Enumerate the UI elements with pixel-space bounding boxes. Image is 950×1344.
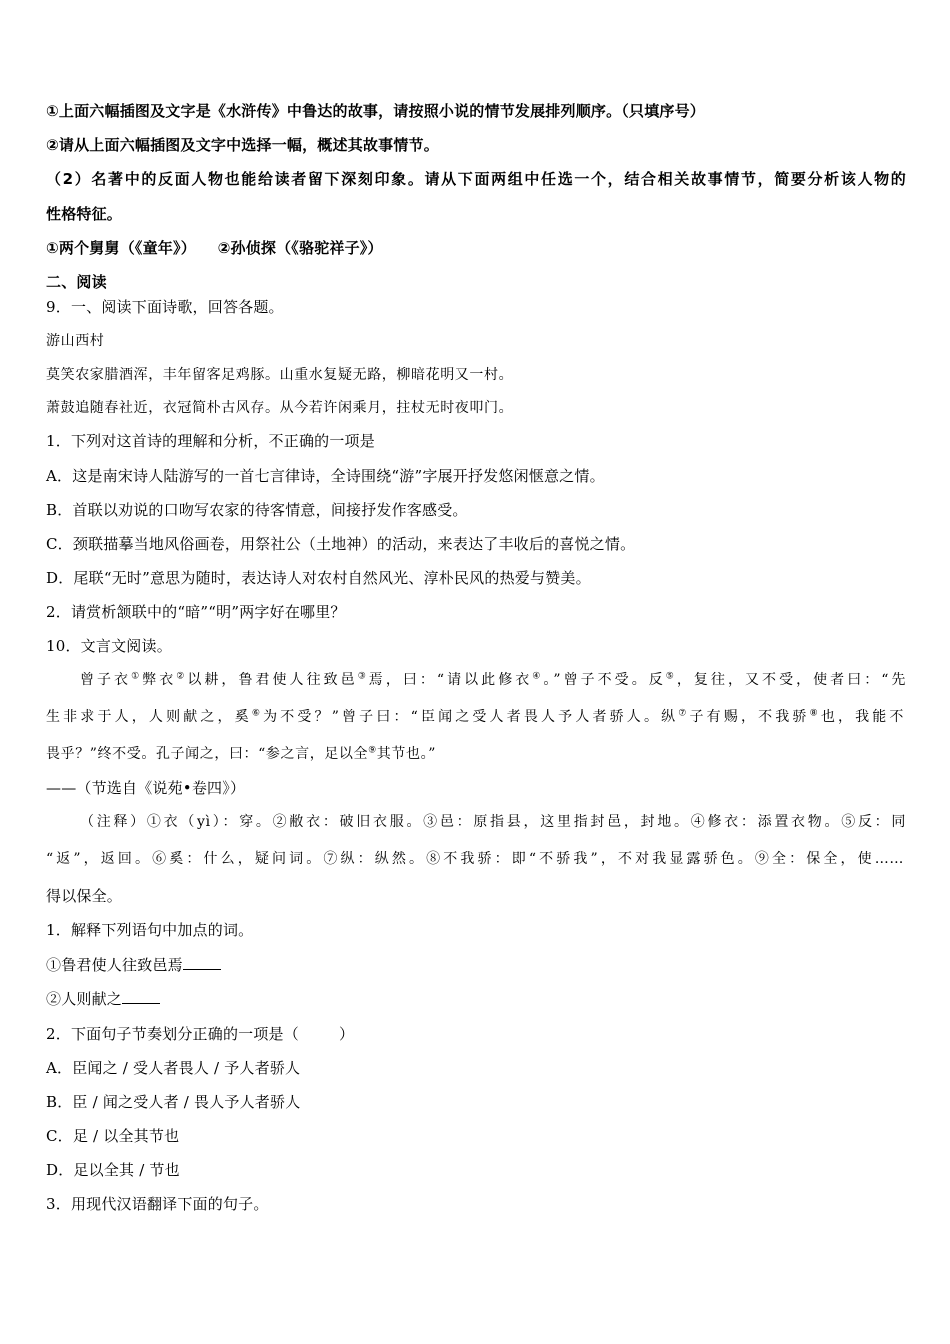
answer-blank-2[interactable] [122,989,160,1004]
q10-sub3: 3．用现代汉语翻译下面的句子。 [46,1195,269,1213]
q9-intro: 9．一、阅读下面诗歌，回答各题。 [46,298,284,316]
q10-sub2: 2．下面句子节奏划分正确的一项是（ ） [46,1025,355,1043]
q9-sub2: 2．请赏析颔联中的“暗”“明”两字好在哪里？ [46,603,346,621]
answer-blank-1[interactable] [183,955,221,970]
q10-sub1-item2: ②人则献之 [46,989,908,1009]
q8-part2-question-line1: （2）名著中的反面人物也能给读者留下深刻印象。请从下面两组中任选一个，结合相关故事情节，简要分析该人物的 [46,170,906,188]
annotation-line-3: 得以保全。 [46,887,123,905]
q8-part1-order-question: ①上面六幅插图及文字是《水浒传》中鲁达的故事，请按照小说的情节发展排列顺序。（只填序号） [46,102,706,120]
poem-line-1: 莫笑农家腊酒浑，丰年留客足鸡豚。山重水复疑无路，柳暗花明又一村。 [46,367,514,383]
annotation-line-1: （注释）①衣（yì）：穿。②敝衣：破旧衣服。③邑：原指县，这里指封邑，封地。④修衣：添置衣物。⑤反：同 [80,814,906,830]
q10-option-c: C．足 / 以全其节也 [46,1127,180,1145]
q9-option-c: C．颈联描摹当地风俗画卷，用祭社公（土地神）的活动，来表达了丰收后的喜悦之情。 [46,535,636,553]
q8-part2-question-line2: 性格特征。 [46,205,123,223]
passage-line-3: 畏乎？”终不受。孔子闻之，曰：“参之言，足以全⑨其节也。” [46,745,436,762]
poem-line-2: 萧鼓追随春社近，衣冠简朴古风存。从今若许闲乘月，拄杖无时夜叩门。 [46,400,514,416]
q10-option-a: A．臣闻之 / 受人者畏人 / 予人者骄人 [46,1059,301,1077]
q10-intro: 10．文言文阅读。 [46,637,172,655]
annotation-line-2: “返”，返回。⑥奚：什么，疑问词。⑦纵：纵然。⑧不我骄：即“不骄我”，不对我显露骄色。⑨全：保全，使…… [46,851,904,867]
section-title-reading: 二、阅读 [46,273,107,291]
q9-option-a: A．这是南宋诗人陆游写的一首七言律诗，全诗围绕“游”字展开抒发悠闲惬意之情。 [46,467,605,485]
q8-part2-options: ①两个舅舅（《童年》） ②孙侦探（《骆驼祥子》） [46,239,383,257]
q8-part1-summary-question: ②请从上面六幅插图及文字中选择一幅，概述其故事情节。 [46,136,439,154]
passage-line-2: 生非求于人，人则献之，奚⑥为不受？”曾子曰：“臣闻之受人者畏人予人者骄人。纵⑦子有赐，不我骄⑧也，我能不 [46,708,905,725]
q10-option-b: B．臣 / 闻之受人者 / 畏人予人者骄人 [46,1093,301,1111]
q9-option-d: D．尾联“无时”意思为随时，表达诗人对农村自然风光、淳朴民风的热爱与赞美。 [46,569,591,587]
q9-option-b: B．首联以劝说的口吻写农家的待客情意，间接抒发作客感受。 [46,501,468,519]
passage-source: ——（节选自《说苑•卷四》） [46,779,246,797]
poem-title: 游山西村 [46,333,105,349]
q10-sub1-item1: ①鲁君使人往致邑焉 [46,955,908,975]
q10-option-d: D．足以全其 / 节也 [46,1161,180,1179]
q10-sub1: 1．解释下列语句中加点的词。 [46,921,254,939]
passage-line-1: 曾子衣①弊衣②以耕，鲁君使人往致邑③焉，曰：“请以此修衣④。”曾子不受。反⑤，复往，又不受，使者曰：“先 [80,671,907,688]
q9-sub1: 1．下列对这首诗的理解和分析，不正确的一项是 [46,432,375,450]
